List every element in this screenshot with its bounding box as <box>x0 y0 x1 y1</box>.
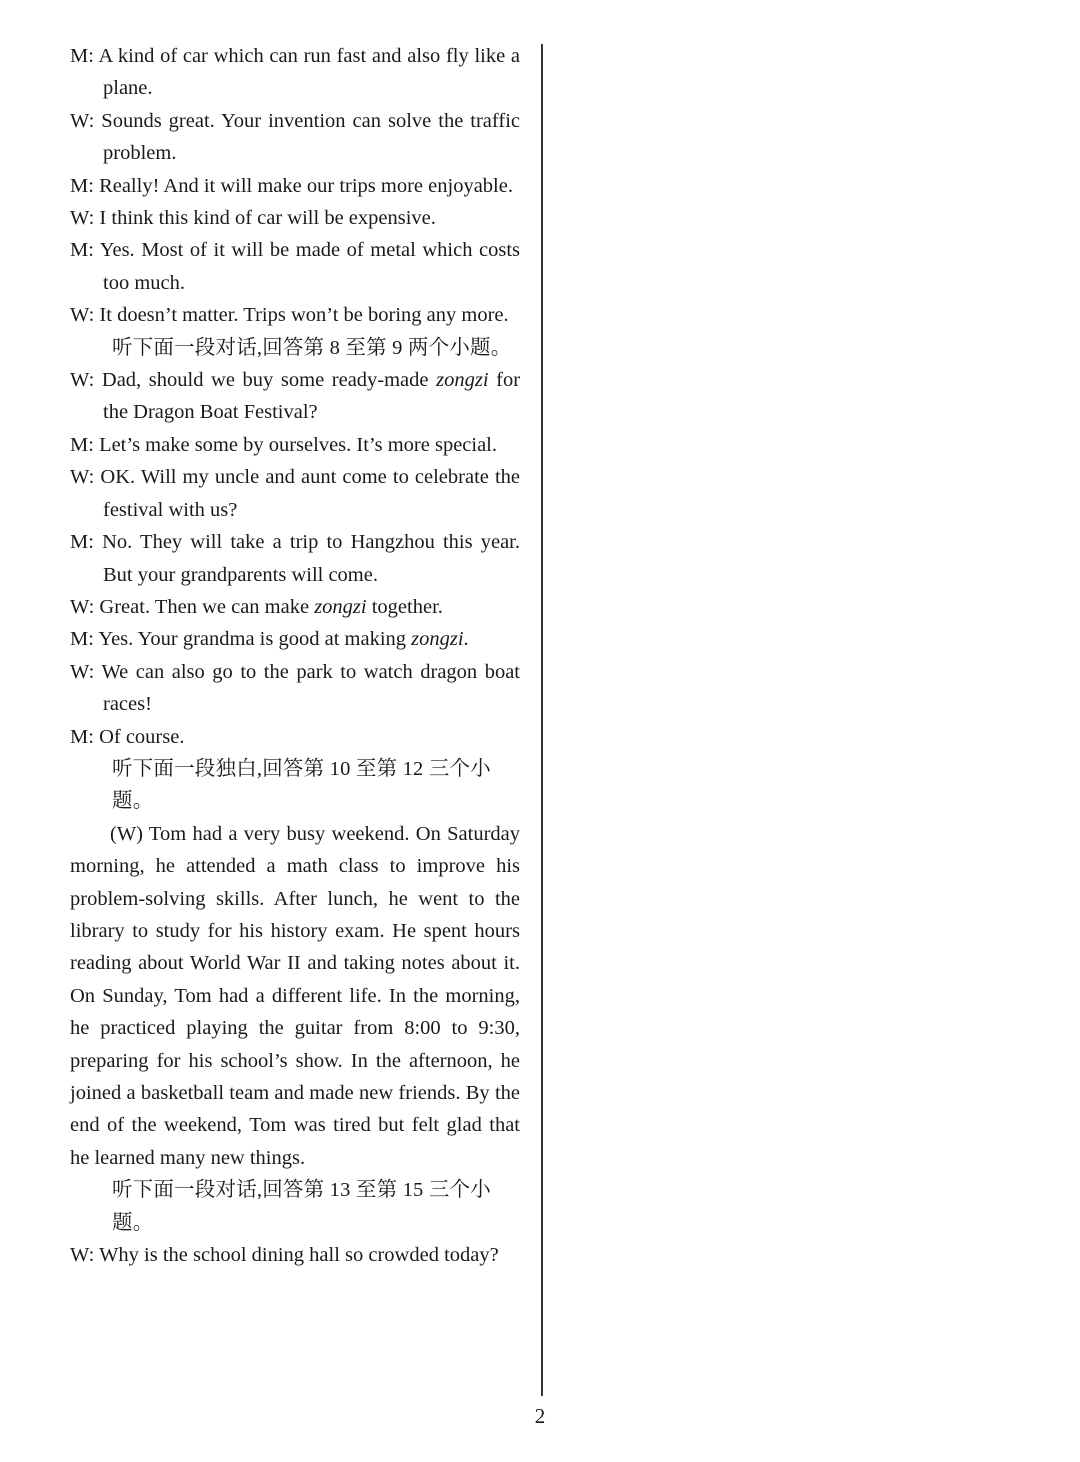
dialogue-text: We can also go to the park to watch dragon boat races! <box>101 660 520 716</box>
dialogue-line <box>70 656 520 721</box>
instruction-text: 听下面一段对话,回答第 13 至第 15 三个小题。 <box>112 1179 491 1234</box>
italic-term: zongzi <box>411 628 464 651</box>
speaker-label: W: <box>70 369 95 392</box>
dialogue-text: Yes. Your grandma is good at making <box>98 628 412 651</box>
speaker-label: W: <box>70 595 95 618</box>
dialogue-text: Dad, should we buy some ready-made <box>101 369 437 392</box>
dialogue-line <box>70 461 520 526</box>
speaker-label: M: <box>70 433 94 456</box>
dialogue-text: OK. Will my uncle and aunt come to celebrate the festival with us? <box>100 466 520 521</box>
dialogue-text: Really! And it will make our trips more enjoyable. <box>99 174 513 197</box>
speaker-label: M: <box>70 174 94 197</box>
dialogue-text: Why is the school dining hall so crowded today? <box>99 1244 499 1267</box>
listening-instruction <box>70 753 520 818</box>
dialogue-line <box>70 526 520 591</box>
instruction-text: 听下面一段独白,回答第 10 至第 12 三个小题。 <box>112 757 491 813</box>
dialogue-text: Sounds great. Your invention can solve the traffic problem. <box>101 109 520 165</box>
dialogue-text: together. <box>366 595 443 618</box>
listening-instruction <box>70 332 520 364</box>
dialogue-line <box>70 202 520 234</box>
speaker-label: W: <box>70 660 95 683</box>
speaker-label: M: <box>70 239 94 262</box>
left-column <box>70 40 520 1271</box>
listening-instruction <box>70 1174 520 1239</box>
monologue-text: (W) Tom had a very busy weekend. On Saturday morning, he attended a math class to improve his problem-solving skills. After lunch, he went to the library to study for his history exam. He spent hours reading about World War II and taking notes about it. On Sunday, Tom had a different life. In the morning, he practiced playing the guitar from 8:00 to 9:30, preparing for his school’s show. In the afternoon, he joined a basketball team and made new friends. By the end of the weekend, Tom was tired but felt glad that he learned many new things. <box>70 822 520 1169</box>
dialogue-line <box>70 299 520 331</box>
instruction-text: 听下面一段对话,回答第 8 至第 9 两个小题。 <box>112 336 512 359</box>
column-divider <box>541 44 543 1396</box>
dialogue-line <box>70 170 520 202</box>
dialogue-text: Yes. Most of it will be made of metal which costs too much. <box>99 239 520 294</box>
dialogue-text: for the Dragon Boat Festival? <box>103 369 521 424</box>
speaker-label: W: <box>70 207 95 230</box>
italic-term: zongzi <box>314 595 367 618</box>
page-number: 2 <box>534 1404 546 1428</box>
dialogue-line <box>70 721 520 753</box>
dialogue-text: A kind of car which can run fast and also fly like a plane. <box>98 45 520 100</box>
dialogue-line <box>70 105 520 170</box>
dialogue-line <box>70 429 520 461</box>
dialogue-line <box>70 234 520 299</box>
dialogue-text: Of course. <box>99 725 185 748</box>
speaker-label: M: <box>70 531 94 554</box>
dialogue-text: I think this kind of car will be expensive. <box>99 207 436 230</box>
speaker-label: W: <box>70 1244 95 1267</box>
dialogue-text: No. They will take a trip to Hangzhou this year. But your grandparents will come. <box>102 531 521 586</box>
dialogue-text: Great. Then we can make <box>99 595 315 618</box>
dialogue-line <box>70 591 520 623</box>
dialogue-line <box>70 623 520 655</box>
speaker-label: W: <box>70 304 95 327</box>
speaker-label: M: <box>70 725 94 748</box>
speaker-label: W: <box>70 466 95 489</box>
dialogue-line <box>70 364 520 429</box>
dialogue-line <box>70 40 520 105</box>
dialogue-line <box>70 1239 520 1271</box>
monologue-paragraph <box>70 818 520 1174</box>
dialogue-text: Let’s make some by ourselves. It’s more special. <box>99 433 498 456</box>
dialogue-text: It doesn’t matter. Trips won’t be boring any more. <box>99 304 509 327</box>
speaker-label: M: <box>70 45 94 67</box>
speaker-label: M: <box>70 628 94 651</box>
dialogue-text: . <box>463 628 469 651</box>
speaker-label: W: <box>70 109 95 132</box>
italic-term: zongzi <box>436 369 489 392</box>
